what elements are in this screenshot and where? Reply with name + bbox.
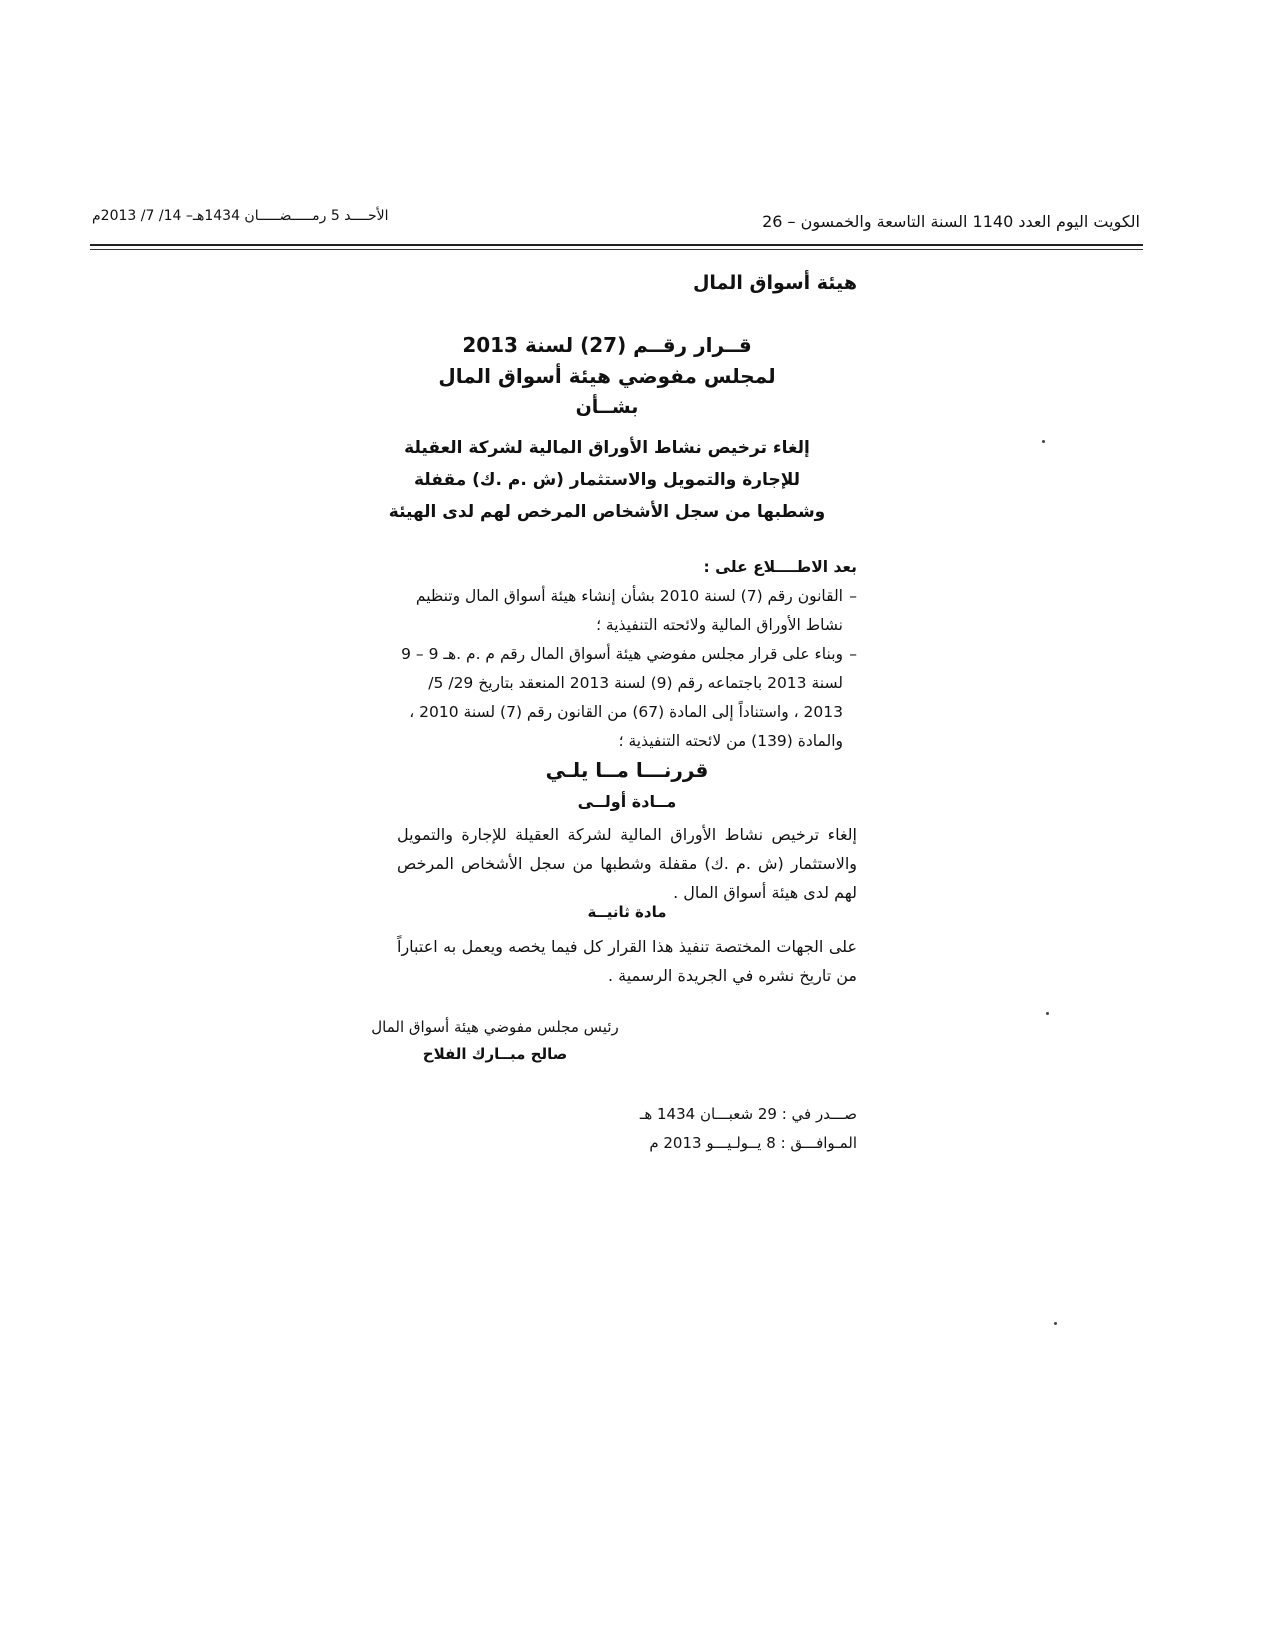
issue-date-hijri: صـــدر في : 29 شعبـــان 1434 هـ	[639, 1105, 857, 1123]
issue-date-gregorian: المـوافـــق : 8 يــولـيـــو 2013 م	[649, 1134, 857, 1152]
article-1-text: إلغاء ترخيص نشاط الأوراق المالية لشركة العقيلة للإجارة والتمويل والاستثمار (ش .م .ك) مقفلة وشطبها من سجل الأشخاص المرخص لهم لدى هيئة أسواق المال .	[397, 825, 857, 902]
signatory-role: رئيس مجلس مفوضي هيئة أسواق المال	[371, 1018, 619, 1036]
decision-subject-line-1: إلغاء ترخيص نشاط الأوراق المالية لشركة العقيلة	[404, 438, 810, 458]
issue-date-block	[557, 1100, 857, 1158]
decision-title	[357, 330, 857, 528]
decision-regarding: بشــأن	[575, 396, 639, 418]
header-issue-info: الكويت اليوم العدد 1140 السنة التاسعة والخمسون – 26	[762, 212, 1140, 231]
authority-heading: هيئة أسواق المال	[692, 272, 857, 294]
scan-speck	[1054, 1322, 1057, 1325]
scan-speck	[1046, 1012, 1049, 1015]
preamble-item	[387, 640, 857, 756]
header-rule-thin	[90, 249, 1143, 250]
preamble	[387, 553, 857, 756]
signatory-name: صالح مبــارك الفلاح	[422, 1045, 568, 1063]
decision-subject-line-3: وشطبها من سجل الأشخاص المرخص لهم لدى الهيئة	[388, 502, 826, 522]
decision-issuer: لمجلس مفوضي هيئة أسواق المال	[438, 364, 776, 388]
preamble-item-text: وبناء على قرار مجلس مفوضي هيئة أسواق المال رقم م .م .هـ 9 – 9 لسنة 2013 باجتماعه رقم (9) لسنة 2013 المنعقد بتاريخ 29/ 5/ 2013 ، واستناداً إلى المادة (67) من القانون رقم (7) لسنة 2010 ، والمادة (139) من لائحته التنفيذية ؛	[401, 645, 843, 750]
preamble-bullet: –	[849, 645, 857, 663]
header-date: الأحــــد 5 رمـــــضـــــان 1434هـ– 14/ 7/ 2013م	[92, 208, 389, 224]
preamble-item-text: القانون رقم (7) لسنة 2010 بشأن إنشاء هيئة أسواق المال وتنظيم نشاط الأوراق المالية ولائحته التنفيذية ؛	[415, 587, 843, 634]
decision-subject-line-2: للإجارة والتمويل والاستثمار (ش .م .ك) مقفلة	[413, 470, 800, 490]
header-rule	[90, 244, 1143, 246]
scan-speck	[1042, 440, 1045, 443]
article-2-title: مادة ثانيــة	[587, 903, 667, 921]
decision-number: قــرار رقــم (27) لسنة 2013	[462, 333, 752, 357]
signature-block	[345, 1014, 645, 1068]
article-2-text: على الجهات المختصة تنفيذ هذا القرار كل فيما يخصه ويعمل به اعتباراً من تاريخ نشره في الجريدة الرسمية .	[397, 937, 857, 985]
resolution-heading: قررنـــا مــا يلـي	[545, 758, 709, 782]
preamble-item	[387, 582, 857, 640]
article-1-title: مــادة أولــى	[577, 792, 677, 811]
preamble-heading: بعد الاطــــلاع على :	[703, 558, 857, 576]
preamble-bullet: –	[849, 587, 857, 605]
